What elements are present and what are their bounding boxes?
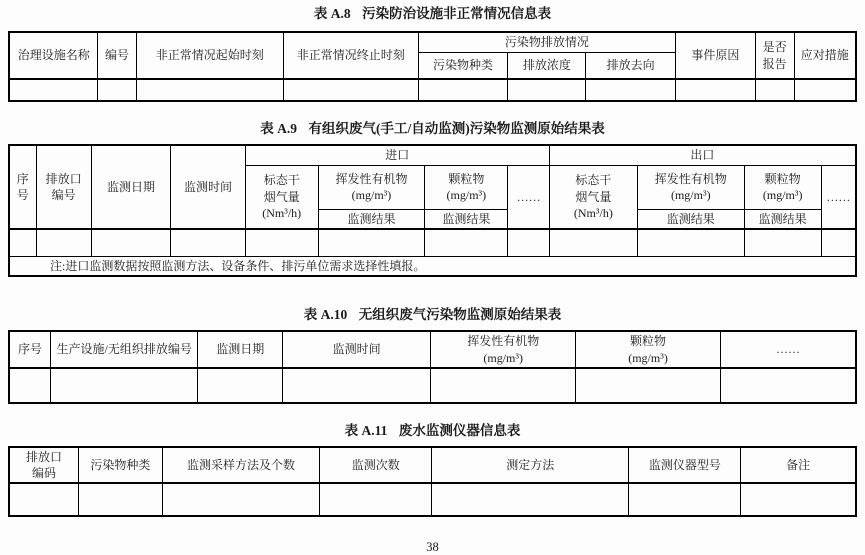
a10-header-date: 监测日期	[198, 331, 283, 367]
table-a9-title-text: 有组织废气(手工/自动监测)污染物监测原始结果表	[308, 121, 605, 136]
a10-header-seq: 序号	[9, 331, 51, 367]
a11-empty-cell	[320, 483, 432, 516]
text-line: 号	[16, 187, 29, 202]
a9-header-outlet-pm	[744, 165, 821, 209]
text-line: 编号	[51, 187, 76, 202]
text-line: 标态干	[575, 173, 612, 188]
a10-header-voc	[431, 331, 576, 367]
a8-header-cause: 事件原因	[676, 32, 756, 79]
a11-empty-cell	[78, 483, 162, 516]
a9-header-outlet-voc-result: 监测结果	[637, 209, 744, 229]
text-line: (Nm³/h)	[573, 205, 613, 220]
a9-header-outlet-group: 出口	[549, 145, 856, 165]
a9-empty-cell	[744, 229, 821, 257]
table-a8-title	[8, 6, 857, 22]
a8-header-emission-group: 污染物排放情况	[418, 32, 675, 52]
text-line: (mg/m³)	[483, 350, 523, 365]
table-a11-title-text: 废水监测仪器信息表	[398, 422, 521, 438]
a8-empty-cell	[136, 79, 283, 101]
table-a8-label: 表 A.8	[313, 6, 351, 21]
a9-header-inlet-voc	[318, 165, 425, 209]
a11-empty-cell	[629, 483, 741, 516]
a10-header-more: ……	[720, 331, 856, 367]
text-line: 是否	[762, 40, 787, 55]
a10-empty-cell	[283, 368, 431, 403]
table-a10-title-text: 无组织废气污染物监测原始结果表	[358, 307, 562, 323]
text-line: 颗粒物	[630, 334, 667, 349]
text-line: 排放口	[25, 449, 62, 464]
table-a11-title	[8, 423, 857, 439]
a9-header-outlet-code	[36, 145, 91, 229]
a8-empty-cell	[794, 79, 856, 101]
a11-header-method: 测定方法	[432, 447, 629, 483]
text-line: (mg/m³)	[446, 188, 487, 202]
text-line: (Nm³/h)	[262, 205, 302, 220]
a8-header-measure: 应对措施	[794, 32, 856, 79]
a9-header-inlet-group: 进口	[245, 145, 549, 165]
text-line: 颗粒物	[764, 171, 801, 186]
a8-header-report	[755, 32, 794, 79]
table-a9-label: 表 A.9	[260, 121, 298, 136]
a11-header-species: 污染物种类	[78, 447, 162, 483]
a9-empty-cell	[821, 229, 856, 257]
a11-empty-cell	[162, 483, 320, 516]
table-a9-title	[8, 121, 857, 137]
a11-header-sampling: 监测采样方法及个数	[162, 447, 320, 483]
text-line: 报告	[762, 56, 787, 71]
a8-empty-cell	[418, 79, 508, 101]
a10-header-source: 生产设施/无组织排放编号	[51, 331, 198, 367]
text-line: (mg/m³)	[628, 350, 668, 365]
a8-header-species: 污染物种类	[418, 52, 508, 79]
a9-header-outlet-pm-result: 监测结果	[744, 209, 821, 229]
a9-header-seq	[9, 145, 36, 229]
a8-header-end: 非正常情况终止时刻	[283, 32, 418, 79]
a9-header-outlet-gas	[549, 165, 637, 229]
a10-empty-cell	[576, 368, 721, 403]
text-line: 挥发性有机物	[654, 171, 727, 186]
a9-header-outlet-more: ……	[821, 165, 856, 229]
a8-empty-cell	[98, 79, 136, 101]
a10-header-pm	[576, 331, 721, 367]
a9-table-note: 注:进口监测数据按照监测方法、设备条件、排污单位需求选择性填报。	[9, 257, 856, 277]
a9-empty-cell	[637, 229, 744, 257]
a8-header-dest: 排放去向	[586, 52, 676, 79]
a8-empty-cell	[9, 79, 98, 101]
a9-empty-cell	[9, 229, 36, 257]
text-line: 序	[16, 171, 29, 186]
a9-header-outlet-voc	[637, 165, 744, 209]
text-line: (mg/m³)	[351, 188, 392, 202]
a10-empty-cell	[431, 368, 576, 403]
a10-header-time: 监测时间	[283, 331, 431, 367]
a8-header-facility: 治理设施名称	[9, 32, 98, 79]
text-line: 挥发性有机物	[335, 171, 408, 186]
a10-empty-cell	[51, 368, 198, 403]
text-line: 颗粒物	[448, 171, 485, 186]
a8-empty-cell	[586, 79, 676, 101]
a11-header-times: 监测次数	[320, 447, 432, 483]
a9-empty-cell	[318, 229, 425, 257]
table-a9	[8, 144, 857, 277]
a10-empty-cell	[9, 368, 51, 403]
a9-header-date: 监测日期	[91, 145, 171, 229]
a8-empty-cell	[755, 79, 794, 101]
a11-empty-cell	[741, 483, 856, 516]
a9-header-inlet-voc-result: 监测结果	[318, 209, 425, 229]
a8-empty-cell	[283, 79, 418, 101]
a11-empty-cell	[432, 483, 629, 516]
table-a10-label: 表 A.10	[303, 307, 348, 323]
table-a8	[8, 31, 857, 102]
a10-empty-cell	[198, 368, 283, 403]
text-line: (mg/m³)	[762, 188, 803, 202]
a9-empty-cell	[549, 229, 637, 257]
a8-header-start: 非正常情况起始时刻	[136, 32, 283, 79]
text-line: 烟气量	[263, 189, 300, 204]
a9-header-inlet-gas	[245, 165, 318, 229]
table-a11	[8, 446, 857, 517]
a9-empty-cell	[508, 229, 550, 257]
a8-empty-cell	[508, 79, 586, 101]
a9-empty-cell	[245, 229, 318, 257]
text-line: (mg/m³)	[670, 188, 711, 202]
a9-empty-cell	[425, 229, 508, 257]
a11-header-outlet-code	[9, 447, 78, 483]
text-line: 标态干	[263, 173, 300, 188]
a8-header-conc: 排放浓度	[508, 52, 586, 79]
text-line: 挥发性有机物	[467, 334, 540, 349]
a9-empty-cell	[36, 229, 91, 257]
text-line: 编码	[31, 465, 56, 480]
table-a11-label: 表 A.11	[344, 422, 388, 438]
text-line: 烟气量	[575, 189, 612, 204]
a11-header-instrument: 监测仪器型号	[629, 447, 741, 483]
text-line: 排放口	[45, 171, 82, 186]
a9-header-inlet-more: ……	[508, 165, 550, 229]
a9-empty-cell	[91, 229, 171, 257]
page-number: 38	[426, 540, 439, 555]
a9-header-time: 监测时间	[171, 145, 246, 229]
a11-empty-cell	[9, 483, 78, 516]
table-a8-title-text: 污染防治设施非正常情况信息表	[362, 6, 552, 21]
a11-header-remark: 备注	[741, 447, 856, 483]
a8-empty-cell	[676, 79, 756, 101]
a8-header-code: 编号	[98, 32, 136, 79]
a10-empty-cell	[720, 368, 856, 403]
table-a10	[8, 330, 857, 403]
table-a10-title	[8, 307, 857, 323]
a9-header-inlet-pm	[425, 165, 508, 209]
a9-empty-cell	[171, 229, 246, 257]
a9-header-inlet-pm-result: 监测结果	[425, 209, 508, 229]
